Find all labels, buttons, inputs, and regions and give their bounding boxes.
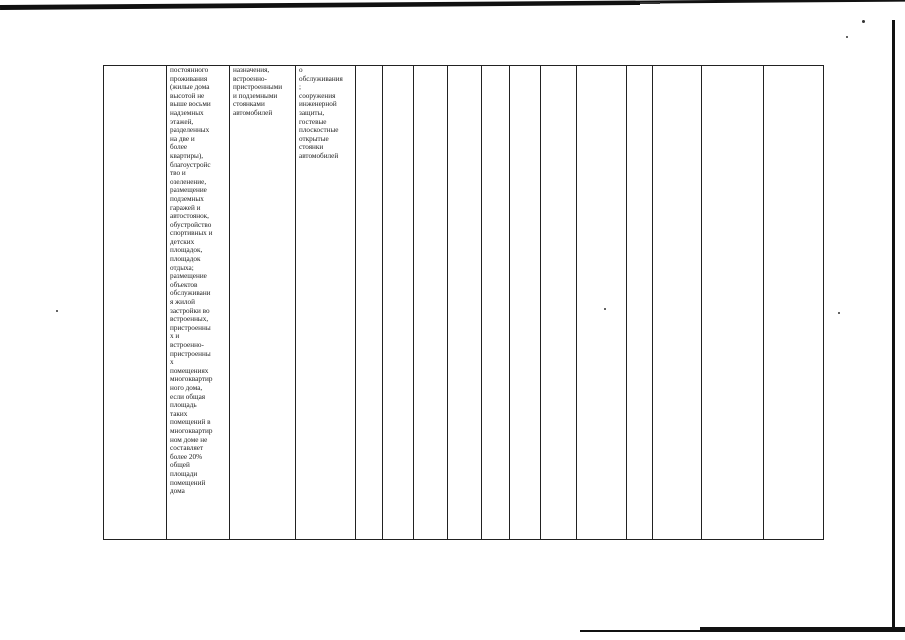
scan-speck <box>640 2 660 4</box>
scan-speck <box>56 310 58 312</box>
scan-speck <box>862 20 865 23</box>
scan-speck <box>846 36 848 38</box>
table-cell <box>167 66 230 540</box>
table-cell <box>356 66 383 540</box>
table-cell <box>653 66 702 540</box>
table-cell <box>702 66 764 540</box>
table-cell <box>104 66 167 540</box>
table-cell <box>414 66 448 540</box>
scan-speck <box>838 312 840 314</box>
table-cell <box>764 66 824 540</box>
table-cell <box>627 66 653 540</box>
cell-text-auxiliary-use: о обслуживания ; сооружения инженерной защиты, гостевые плоскостные открытые стоянки автомобилей <box>299 66 343 160</box>
table-cell <box>383 66 414 540</box>
cell-text-conditional-use: назначения, встроенно- пристроенными и подземными стоянками автомобилей <box>233 66 283 117</box>
document-table <box>103 65 824 540</box>
table-cell <box>510 66 541 540</box>
table-cell <box>448 66 482 540</box>
scan-bottom-edge-thick <box>700 627 905 631</box>
table-cell <box>482 66 510 540</box>
cell-text-permitted-use: постоянного проживания (жилые дома высотой не выше восьми надземных этажей, разделенных на две и более квартиры), благоустройс тво и озеленение, размещение подземных гаражей и автостоянок, обустройство спортивных и детских площадок, площадок отдыха; размещение объектов обслуживани я жилой застройки во встроенных, пристроенны х и встроенно- пристроенны х помещениях многоквартир ного дома, если общая площадь таких помещений в многоквартир ном доме не составляет более 20% общей площади помещений дома <box>170 66 213 496</box>
table-cell <box>230 66 296 540</box>
table-cell <box>577 66 627 540</box>
table-cell <box>541 66 577 540</box>
table-row <box>104 66 824 540</box>
table-cell <box>296 66 356 540</box>
scan-right-edge <box>892 20 895 630</box>
